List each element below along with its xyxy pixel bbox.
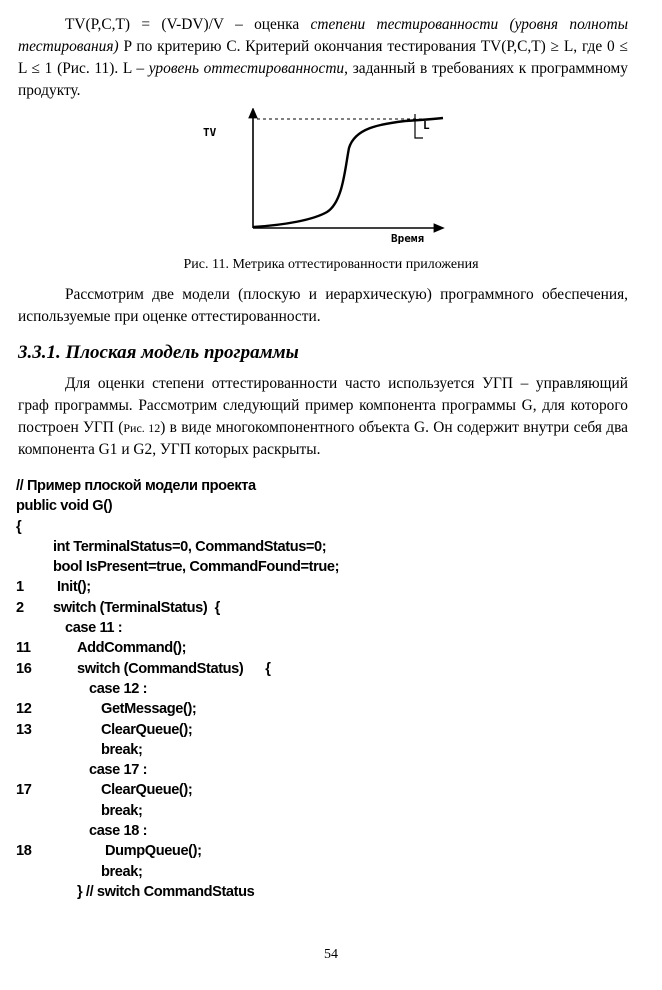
code-text: ClearQueue(); bbox=[101, 782, 193, 799]
figure-caption: Рис. 11. Метрика оттестированности приложения bbox=[183, 257, 479, 272]
x-axis-label: Время bbox=[391, 232, 425, 245]
code-text: { bbox=[16, 518, 22, 535]
paragraph-tv-definition bbox=[18, 14, 628, 102]
code-text: AddCommand(); bbox=[77, 640, 187, 657]
page-number: 54 bbox=[324, 947, 338, 962]
code-text: DumpQueue(); bbox=[105, 843, 202, 860]
figure-reference: Рис. 12 bbox=[123, 421, 161, 435]
paragraph-models: Рассмотрим две модели (плоскую и иерархическую) программного обеспечения, используемые при оценке оттестированности. bbox=[18, 286, 628, 325]
code-text: break; bbox=[101, 863, 143, 880]
code-text: Init(); bbox=[57, 579, 91, 596]
code-text: GetMessage(); bbox=[101, 701, 197, 718]
text-segment: P по критерию C. Критерий окончания тестирования TV(P,C,T) ≥ L, где 0 ≤ L ≤ 1 (Рис. 11). L – bbox=[18, 38, 628, 77]
line-number: 16 bbox=[16, 660, 32, 677]
code-text: switch (TerminalStatus) { bbox=[53, 599, 220, 616]
line-number: 1 bbox=[16, 579, 24, 596]
code-text: int TerminalStatus=0, CommandStatus=0; bbox=[53, 538, 327, 555]
code-text: } // switch CommandStatus bbox=[77, 883, 255, 900]
code-text: case 18 : bbox=[89, 823, 148, 840]
line-number: 18 bbox=[16, 843, 32, 860]
code-text: case 11 : bbox=[65, 620, 123, 637]
line-number: 17 bbox=[16, 782, 32, 799]
text-segment: , заданный в требованиях к программному продукту. bbox=[18, 60, 628, 99]
code-text: case 17 : bbox=[89, 762, 148, 779]
italic-term-testedness: степени тестированности (уровня полноты тестирования) bbox=[18, 16, 628, 55]
code-text: switch (CommandStatus) { bbox=[77, 660, 271, 677]
line-number: 2 bbox=[16, 599, 24, 616]
code-text: case 12 : bbox=[89, 680, 148, 697]
paragraph-flat-model bbox=[18, 373, 628, 461]
code-text: // Пример плоской модели проекта bbox=[16, 478, 256, 494]
code-text: break; bbox=[101, 741, 143, 758]
code-text: public void G() bbox=[16, 498, 113, 515]
section-heading: 3.3.1. Плоская модель программы bbox=[18, 342, 299, 363]
code-text: break; bbox=[101, 802, 143, 819]
italic-term-level: уровень оттестированности bbox=[148, 60, 345, 77]
line-number: 11 bbox=[16, 640, 31, 657]
y-axis-label: TV bbox=[203, 126, 217, 139]
level-bracket bbox=[415, 114, 423, 138]
testedness-metric-figure bbox=[195, 108, 455, 248]
level-label: L bbox=[423, 119, 430, 132]
line-number: 13 bbox=[16, 721, 32, 738]
line-number: 12 bbox=[16, 701, 32, 718]
text-segment: ) в виде многокомпонентного объекта G. Он содержит внутри себя два компонента G1 и G2, УГП которых раскрыты. bbox=[18, 419, 628, 458]
text-segment: TV(P,C,T) = (V-DV)/V – оценка bbox=[65, 16, 311, 33]
code-text: ClearQueue(); bbox=[101, 721, 193, 738]
text-segment: Для оценки степени оттестированности часто используется УГП – управляющий граф программы. Рассмотрим следующий пример компонента программы G, для которого построен УГП ( bbox=[18, 375, 628, 436]
code-text: bool IsPresent=true, CommandFound=true; bbox=[53, 559, 340, 576]
